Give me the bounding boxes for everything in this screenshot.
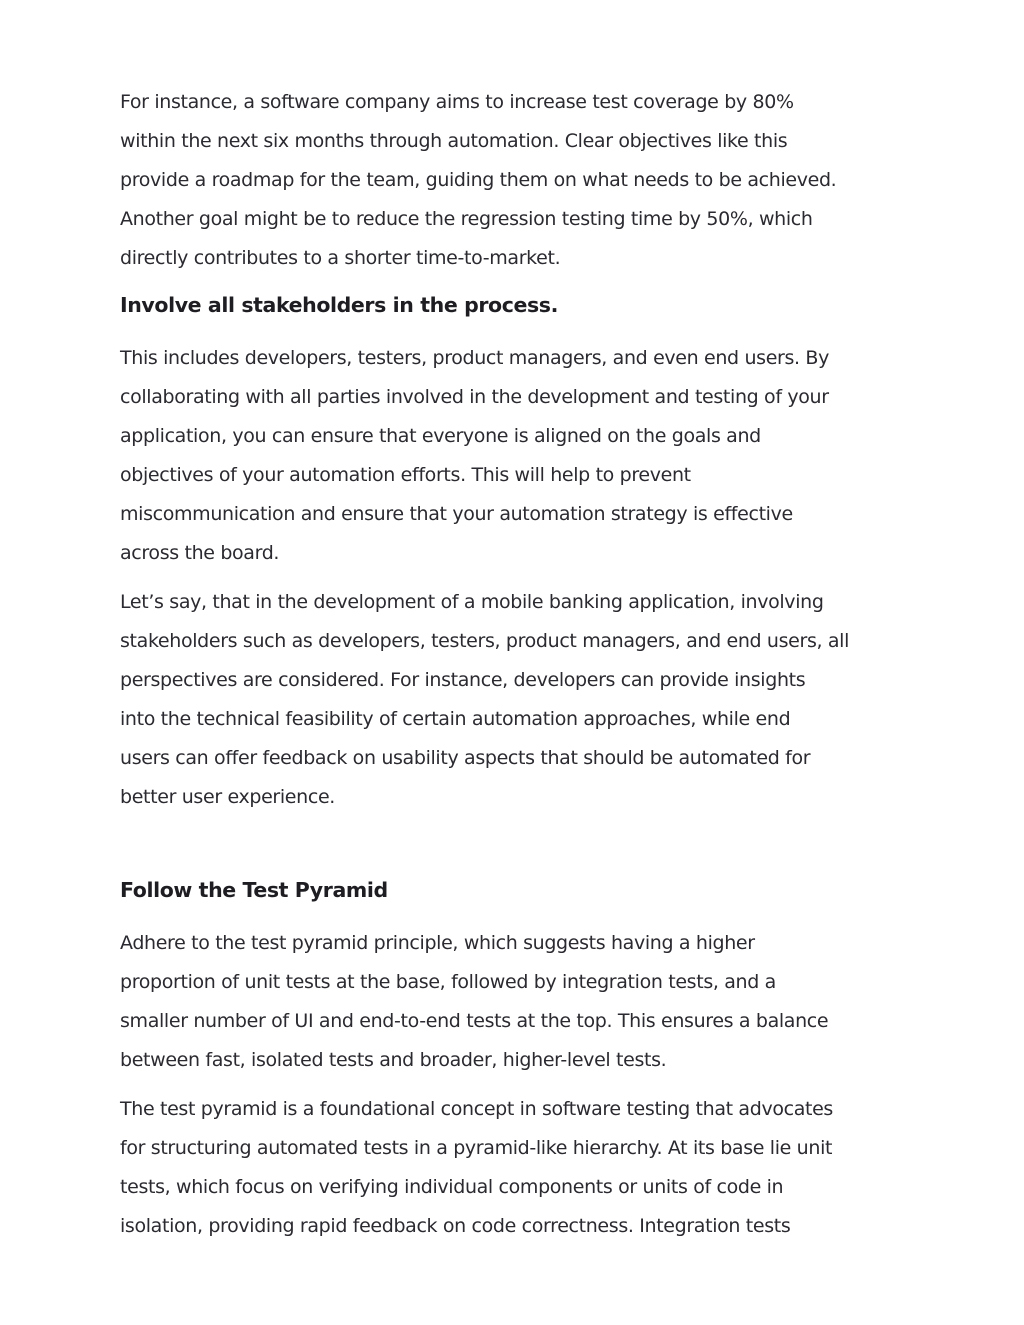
text-line: application, you can ensure that everyone is aligned on the goals and [120,425,761,447]
text-line: into the technical feasibility of certain automation approaches, while end [120,708,791,730]
text-line: provide a roadmap for the team, guiding them on what needs to be achieved. [120,169,837,191]
text-line: smaller number of UI and end-to-end tests at the top. This ensures a balance [120,1010,829,1032]
text-line: Adhere to the test pyramid principle, which suggests having a higher [120,932,755,954]
text-line: directly contributes to a shorter time-to-market. [120,247,561,269]
text-line: stakeholders such as developers, testers, product managers, and end users, all [120,630,850,652]
paragraph-test-pyramid-principle [120,924,910,1080]
text-line: collaborating with all parties involved in the development and testing of your [120,386,829,408]
text-line: tests, which focus on verifying individual components or units of code in [120,1176,784,1198]
text-line: between fast, isolated tests and broader, higher-level tests. [120,1049,667,1071]
text-line: within the next six months through automation. Clear objectives like this [120,130,788,152]
paragraph-objectives-example [120,83,910,278]
text-line: proportion of unit tests at the base, followed by integration tests, and a [120,971,776,993]
section-heading-test-pyramid: Follow the Test Pyramid [120,878,388,902]
text-line: The test pyramid is a foundational concept in software testing that advocates [120,1098,833,1120]
text-line: This includes developers, testers, product managers, and even end users. By [120,347,829,369]
text-line: isolation, providing rapid feedback on code correctness. Integration tests [120,1215,791,1237]
text-line: Another goal might be to reduce the regression testing time by 50%, which [120,208,813,230]
text-line: objectives of your automation efforts. This will help to prevent [120,464,691,486]
paragraph-test-pyramid-concept [120,1090,910,1246]
text-line: across the board. [120,542,280,564]
text-line: Let’s say, that in the development of a mobile banking application, involving [120,591,824,613]
document-page [120,83,910,1246]
text-line: users can offer feedback on usability aspects that should be automated for [120,747,811,769]
section-heading-stakeholders: Involve all stakeholders in the process. [120,293,558,317]
text-line: better user experience. [120,786,335,808]
paragraph-banking-example [120,583,910,817]
text-line: For instance, a software company aims to increase test coverage by 80% [120,91,794,113]
text-line: perspectives are considered. For instance, developers can provide insights [120,669,806,691]
text-line: miscommunication and ensure that your automation strategy is effective [120,503,793,525]
paragraph-stakeholders [120,339,910,573]
text-line: for structuring automated tests in a pyramid-like hierarchy. At its base lie unit [120,1137,833,1159]
